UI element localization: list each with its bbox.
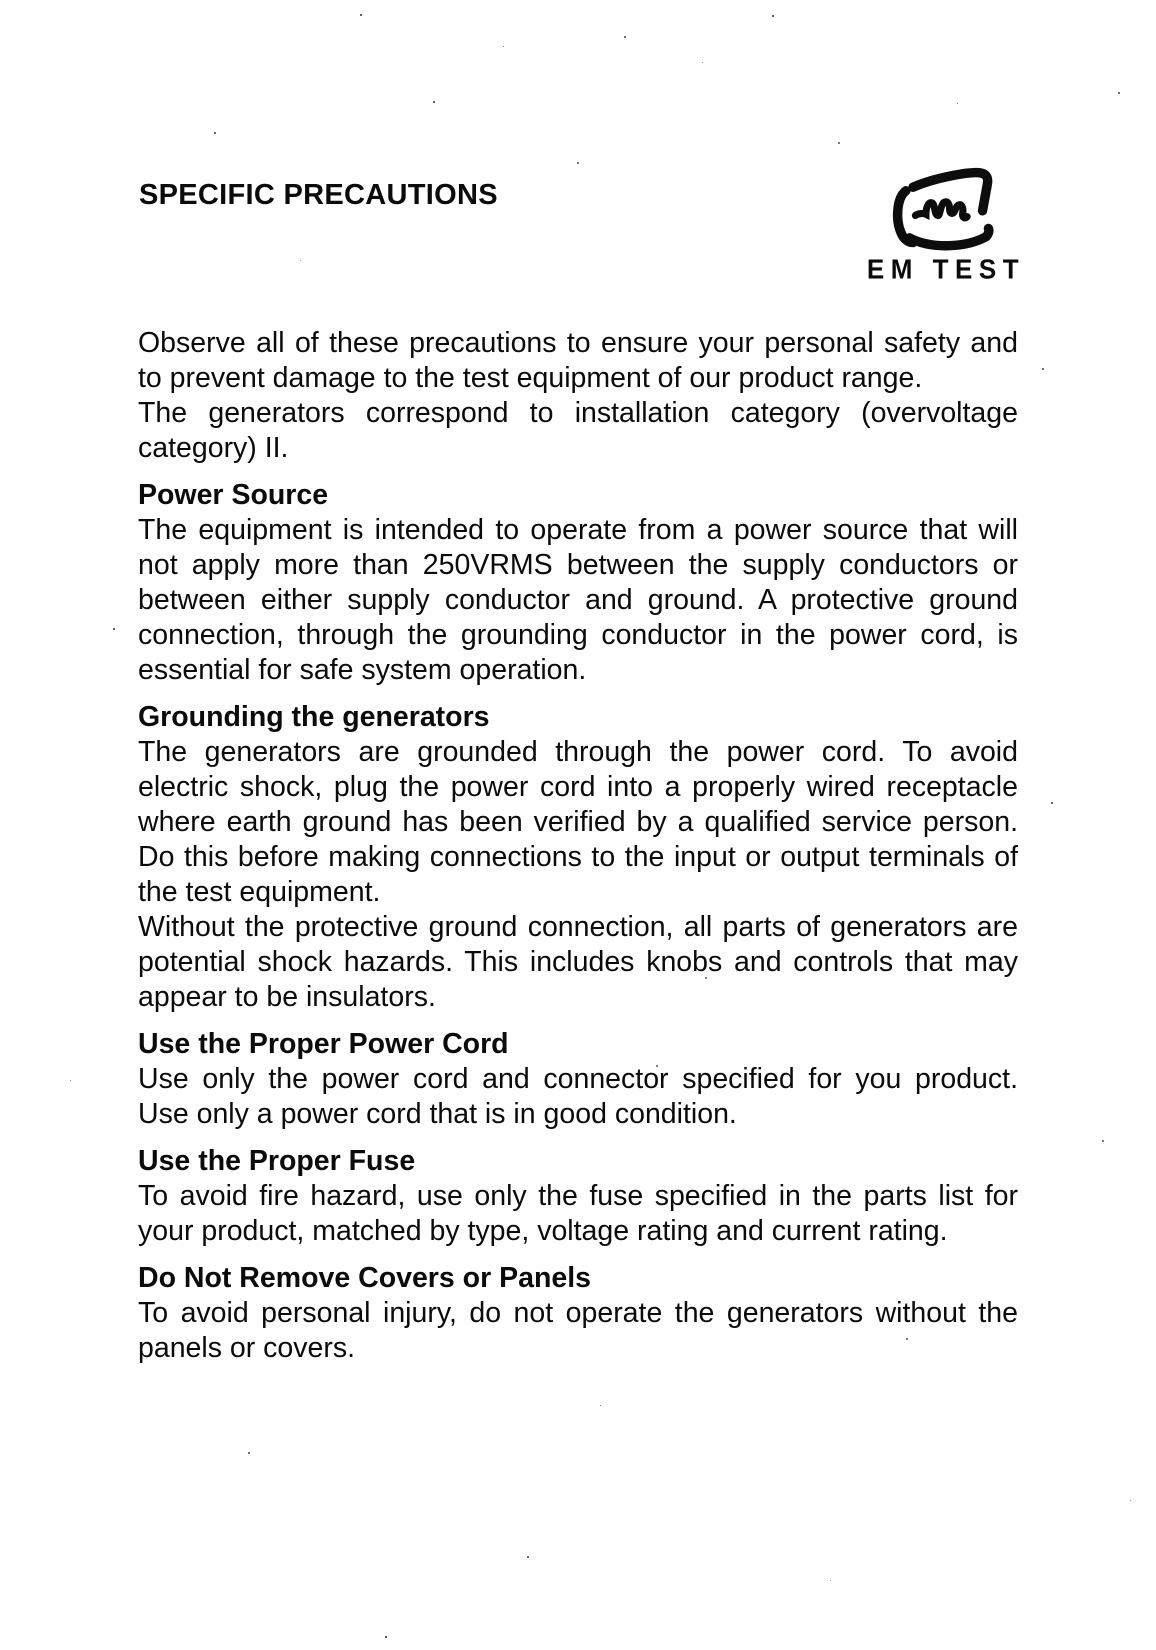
- section-paragraph: The equipment is intended to operate from a power source that will not apply more than 250VRMS between the supply conductors or between either supply conductor and ground. A protective ground connection, through the grounding conductor in the power cord, is essential for safe system operation.: [138, 514, 1018, 686]
- section-heading-fuse: Use the Proper Fuse: [138, 1145, 416, 1177]
- section-paragraph: To avoid personal injury, do not operate the generators without the panels or covers.: [138, 1297, 1018, 1364]
- section-heading-covers: Do Not Remove Covers or Panels: [138, 1262, 591, 1294]
- page-title: SPECIFIC PRECAUTIONS: [139, 179, 498, 211]
- section-do-not-remove-covers: [138, 1261, 1018, 1366]
- section-use-proper-power-cord: [138, 1027, 1018, 1132]
- section-heading-grounding: Grounding the generators: [138, 701, 490, 733]
- section-heading-power-source: Power Source: [138, 479, 329, 511]
- em-test-logo-text: EM TEST: [866, 253, 1026, 285]
- section-paragraph: To avoid fire hazard, use only the fuse specified in the parts list for your product, matched by type, voltage rating and current rating.: [138, 1180, 1018, 1247]
- section-paragraph: The generators are grounded through the power cord. To avoid electric shock, plug the power cord into a properly wired receptacle where earth ground has been verified by a qualified service person. Do this before making connections to the input or output terminals of the test equipment.: [138, 736, 1018, 908]
- scan-noise-dots-fine: [0, 0, 1, 1]
- section-power-source: [138, 478, 1018, 688]
- intro-paragraph-2: The generators correspond to installation category (overvoltage category) II.: [138, 397, 1018, 464]
- document-body: [138, 326, 1018, 1366]
- em-test-logo-icon: [887, 166, 1005, 252]
- section-paragraph: Use only the power cord and connector specified for you product. Use only a power cord that is in good condition.: [138, 1063, 1018, 1130]
- section-paragraph: Without the protective ground connection, all parts of generators are potential shock hazards. This includes knobs and controls that may appear to be insulators.: [138, 911, 1018, 1013]
- section-grounding-the-generators: [138, 700, 1018, 1015]
- section-use-proper-fuse: [138, 1144, 1018, 1249]
- em-test-logo: [858, 166, 1034, 285]
- section-heading-power-cord: Use the Proper Power Cord: [138, 1028, 509, 1060]
- intro-paragraph-1: Observe all of these precautions to ensure your personal safety and to prevent damage to the test equipment of our product range.: [138, 327, 1018, 394]
